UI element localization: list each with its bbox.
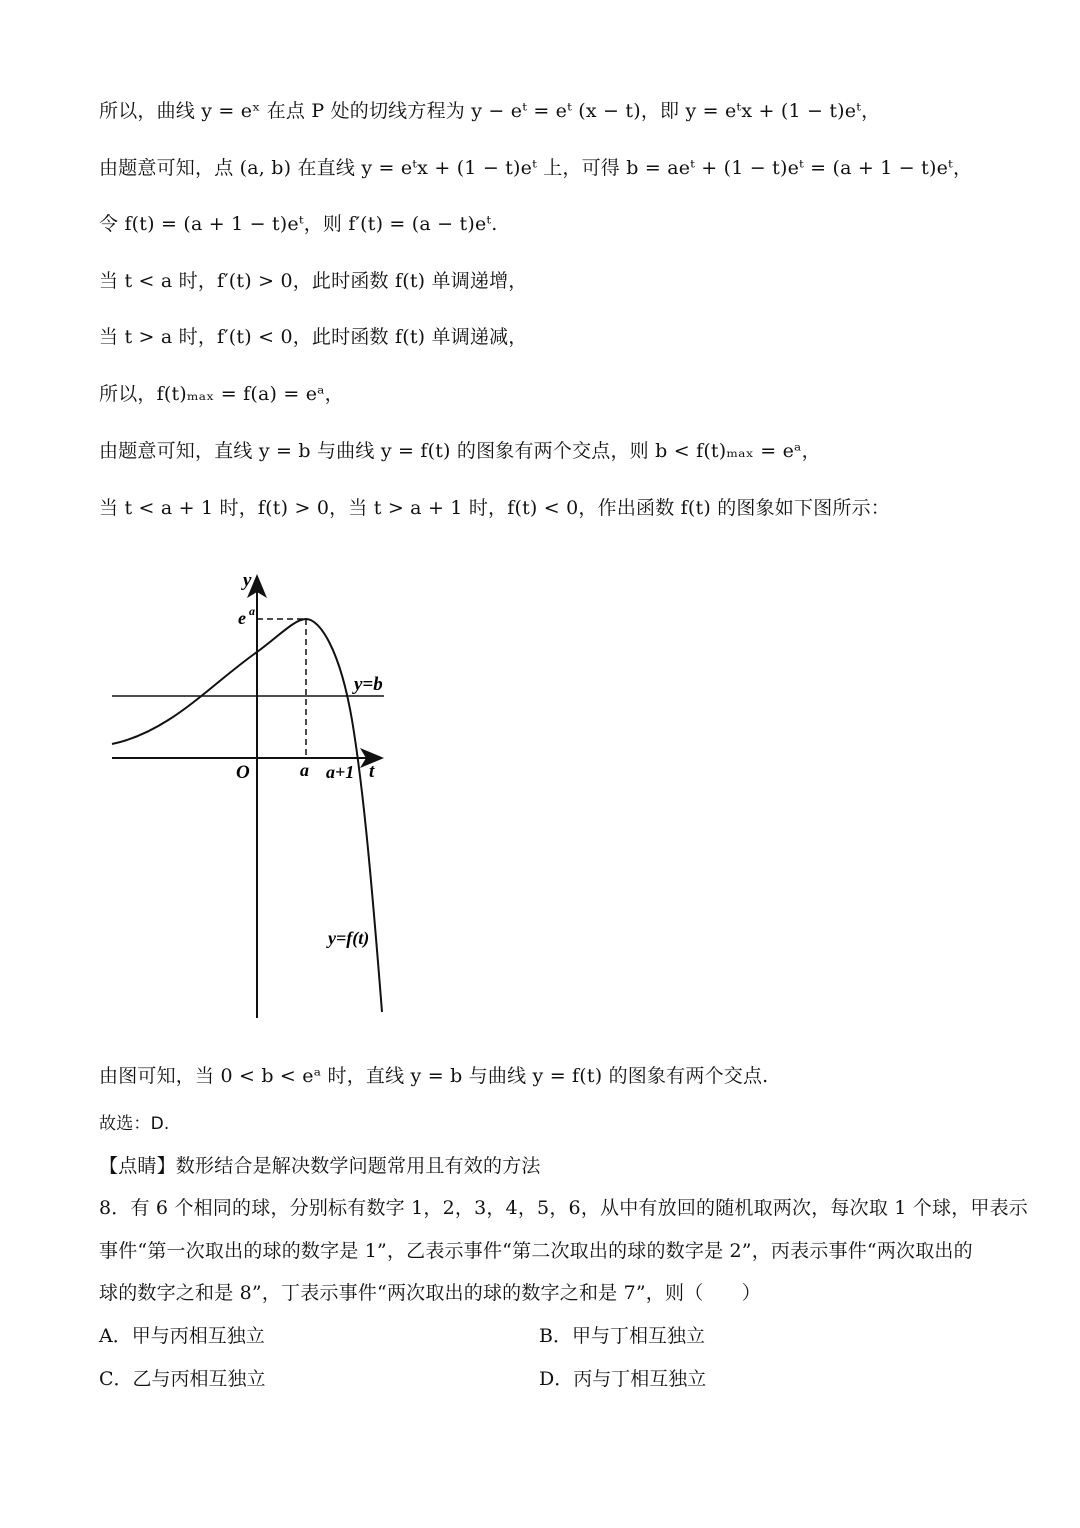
conclusion-line: 由图可知，当 0 < b < eᵃ 时，直线 y = b 与曲线 y = f(t) 的图象有两个交点. [99,1065,769,1087]
question-8-line-1: 8．有 6 个相同的球，分别标有数字 1，2，3，4，5，6，从中有放回的随机取两次，每次取 1 个球，甲表示 [99,1197,1028,1219]
function-graph [100,560,400,1025]
answer-line: 故选：D. [99,1114,170,1134]
solution-line-6: 所以，f(t)ₘₐₓ = f(a) = eᵃ， [99,383,344,405]
option-b[interactable]: B．甲与丁相互独立 [539,1325,705,1347]
solution-line-2: 由题意可知，点 (a, b) 在直线 y = eᵗx + (1 − t)eᵗ 上，可得 b = aeᵗ + (1 − t)eᵗ = (a + 1 − t)eᵗ， [99,157,973,179]
solution-line-8: 当 t < a + 1 时，f(t) > 0，当 t > a + 1 时，f(t) < 0，作出函数 f(t) 的图象如下图所示： [99,497,890,519]
comment-line: 【点睛】数形结合是解决数学问题常用且有效的方法 [99,1155,541,1177]
label-ea: e [238,608,246,628]
label-y-b: y=b [354,674,383,695]
label-a: a [300,760,309,780]
solution-line-1: 所以，曲线 y = eˣ 在点 P 处的切线方程为 y − eᵗ = eᵗ (x − t)，即 y = eᵗx + (1 − t)eᵗ， [99,100,881,122]
curve-f [112,619,382,1012]
question-8-line-3: 球的数字之和是 8”，丁表示事件“两次取出的球的数字之和是 7”，则（ ） [99,1282,761,1304]
solution-line-7: 由题意可知，直线 y = b 与曲线 y = f(t) 的图象有两个交点，则 b < f(t)ₘₐₓ = eᵃ， [99,440,821,462]
label-curve: y=f(t) [328,928,370,948]
label-origin: O [236,762,250,783]
label-a-plus-1: a+1 [326,762,355,782]
label-t-axis: t [369,761,375,782]
option-c[interactable]: C．乙与丙相互独立 [99,1368,266,1390]
solution-line-4: 当 t < a 时，f′(t) > 0，此时函数 f(t) 单调递增， [99,270,528,292]
option-a[interactable]: A．甲与丙相互独立 [99,1325,265,1347]
option-d[interactable]: D．丙与丁相互独立 [539,1368,707,1390]
solution-line-3: 令 f(t) = (a + 1 − t)eᵗ，则 f′(t) = (a − t)eᵗ. [99,213,498,235]
question-8-line-2: 事件“第一次取出的球的数字是 1”，乙表示事件“第二次取出的球的数字是 2”，丙表示事件“两次取出的 [99,1240,973,1262]
solution-line-5: 当 t > a 时，f′(t) < 0，此时函数 f(t) 单调递减， [99,326,528,348]
label-y-axis: y [243,570,252,591]
label-ea-sup: a [249,604,255,618]
